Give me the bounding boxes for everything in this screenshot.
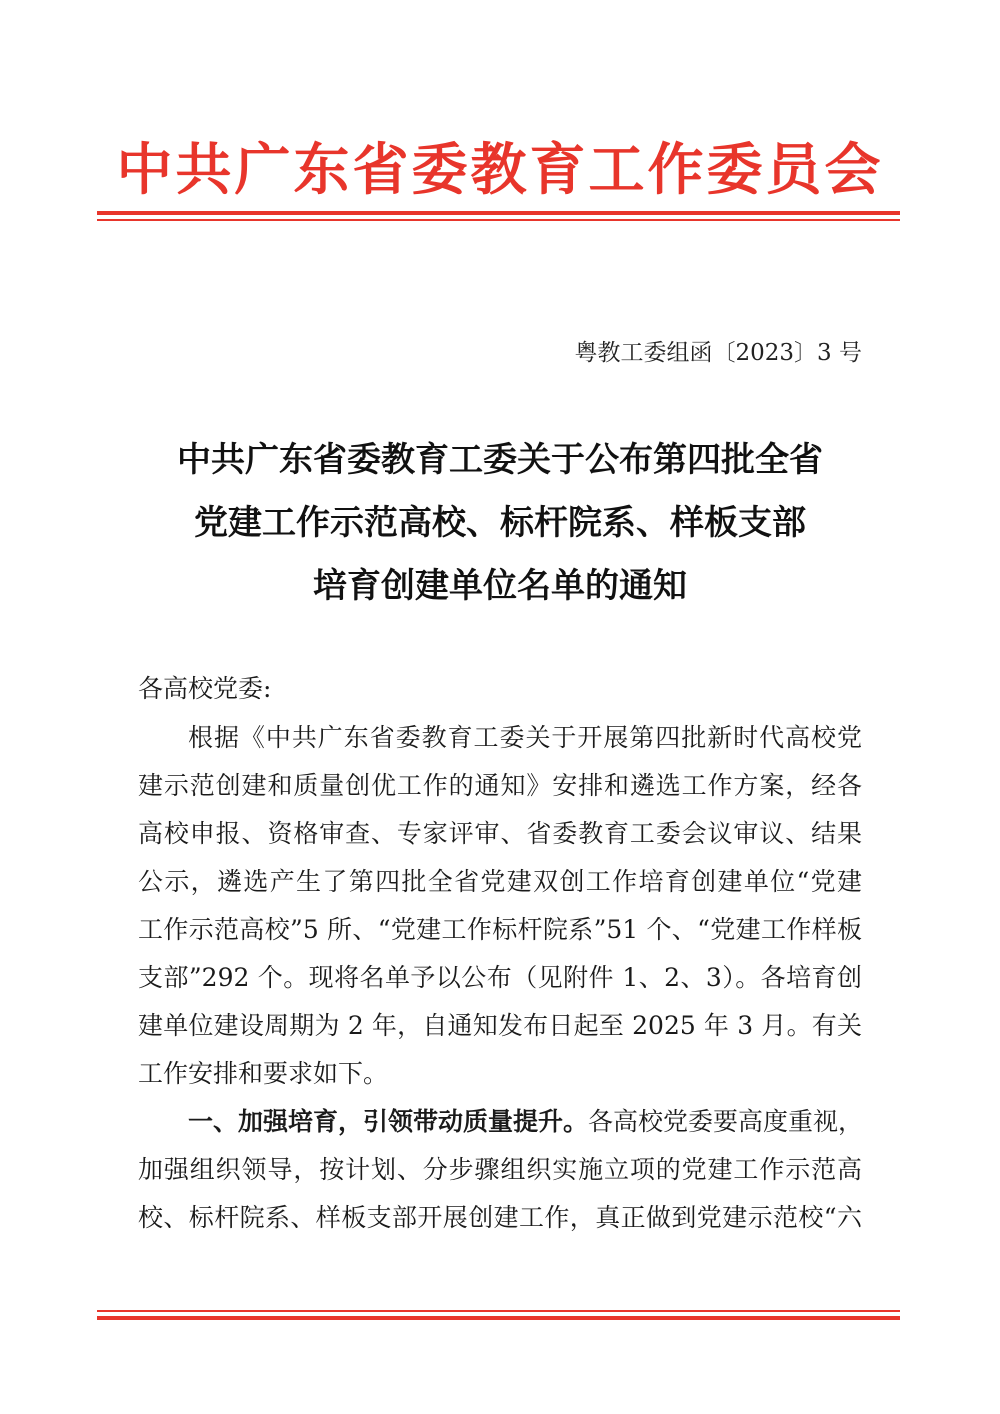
section-heading-1: 一、加强培育，引领带动质量提升。: [188, 1107, 589, 1136]
paragraph1-line-4: 公示，遴选产生了第四批全省党建双创工作培育创建单位“党建: [138, 867, 862, 896]
paragraph1-line-5: 工作示范高校”5 所、“党建工作标杆院系”51 个、“党建工作样板: [138, 915, 862, 944]
paragraph2-line-3: 校、标杆院系、样板支部开展创建工作，真正做到党建示范校“六: [138, 1203, 862, 1232]
paragraph2-line-1: [188, 1104, 862, 1140]
title-line-1: 中共广东省委教育工委关于公布第四批全省: [177, 440, 823, 480]
paragraph1-line-7: 建单位建设周期为 2 年，自通知发布日起至 2025 年 3 月。有关: [138, 1011, 862, 1040]
paragraph2-first-rest: 各高校党委要高度重视，: [588, 1107, 864, 1136]
paragraph1-line-3: 高校申报、资格审查、专家评审、省委教育工委会议审议、结果: [138, 819, 862, 848]
salutation: 各高校党委:: [138, 674, 272, 703]
letterhead-rule-thin: [97, 219, 900, 221]
letterhead-rule-thick: [97, 211, 900, 215]
footer-rule-thin: [97, 1310, 900, 1312]
paragraph1-line-6: 支部”292 个。现将名单予以公布（见附件 1、2、3）。各培育创: [138, 963, 862, 992]
paragraph1-line-2: 建示范创建和质量创优工作的通知》安排和遴选工作方案，经各: [138, 771, 862, 800]
paragraph1-line-8: 工作安排和要求如下。: [138, 1059, 389, 1088]
title-line-3: 培育创建单位名单的通知: [313, 566, 687, 606]
title-line-2: 党建工作示范高校、标杆院系、样板支部: [194, 503, 806, 543]
footer-rule-thick: [97, 1316, 900, 1320]
document-number: 粤教工委组函〔2023〕3 号: [574, 340, 862, 366]
paragraph2-line-2: 加强组织领导，按计划、分步骤组织实施立项的党建工作示范高: [138, 1155, 862, 1184]
letterhead-org-name: 中共广东省委教育工作委员会: [116, 137, 884, 203]
paragraph1-line-1: 根据《中共广东省委教育工委关于开展第四批新时代高校党: [188, 723, 862, 752]
